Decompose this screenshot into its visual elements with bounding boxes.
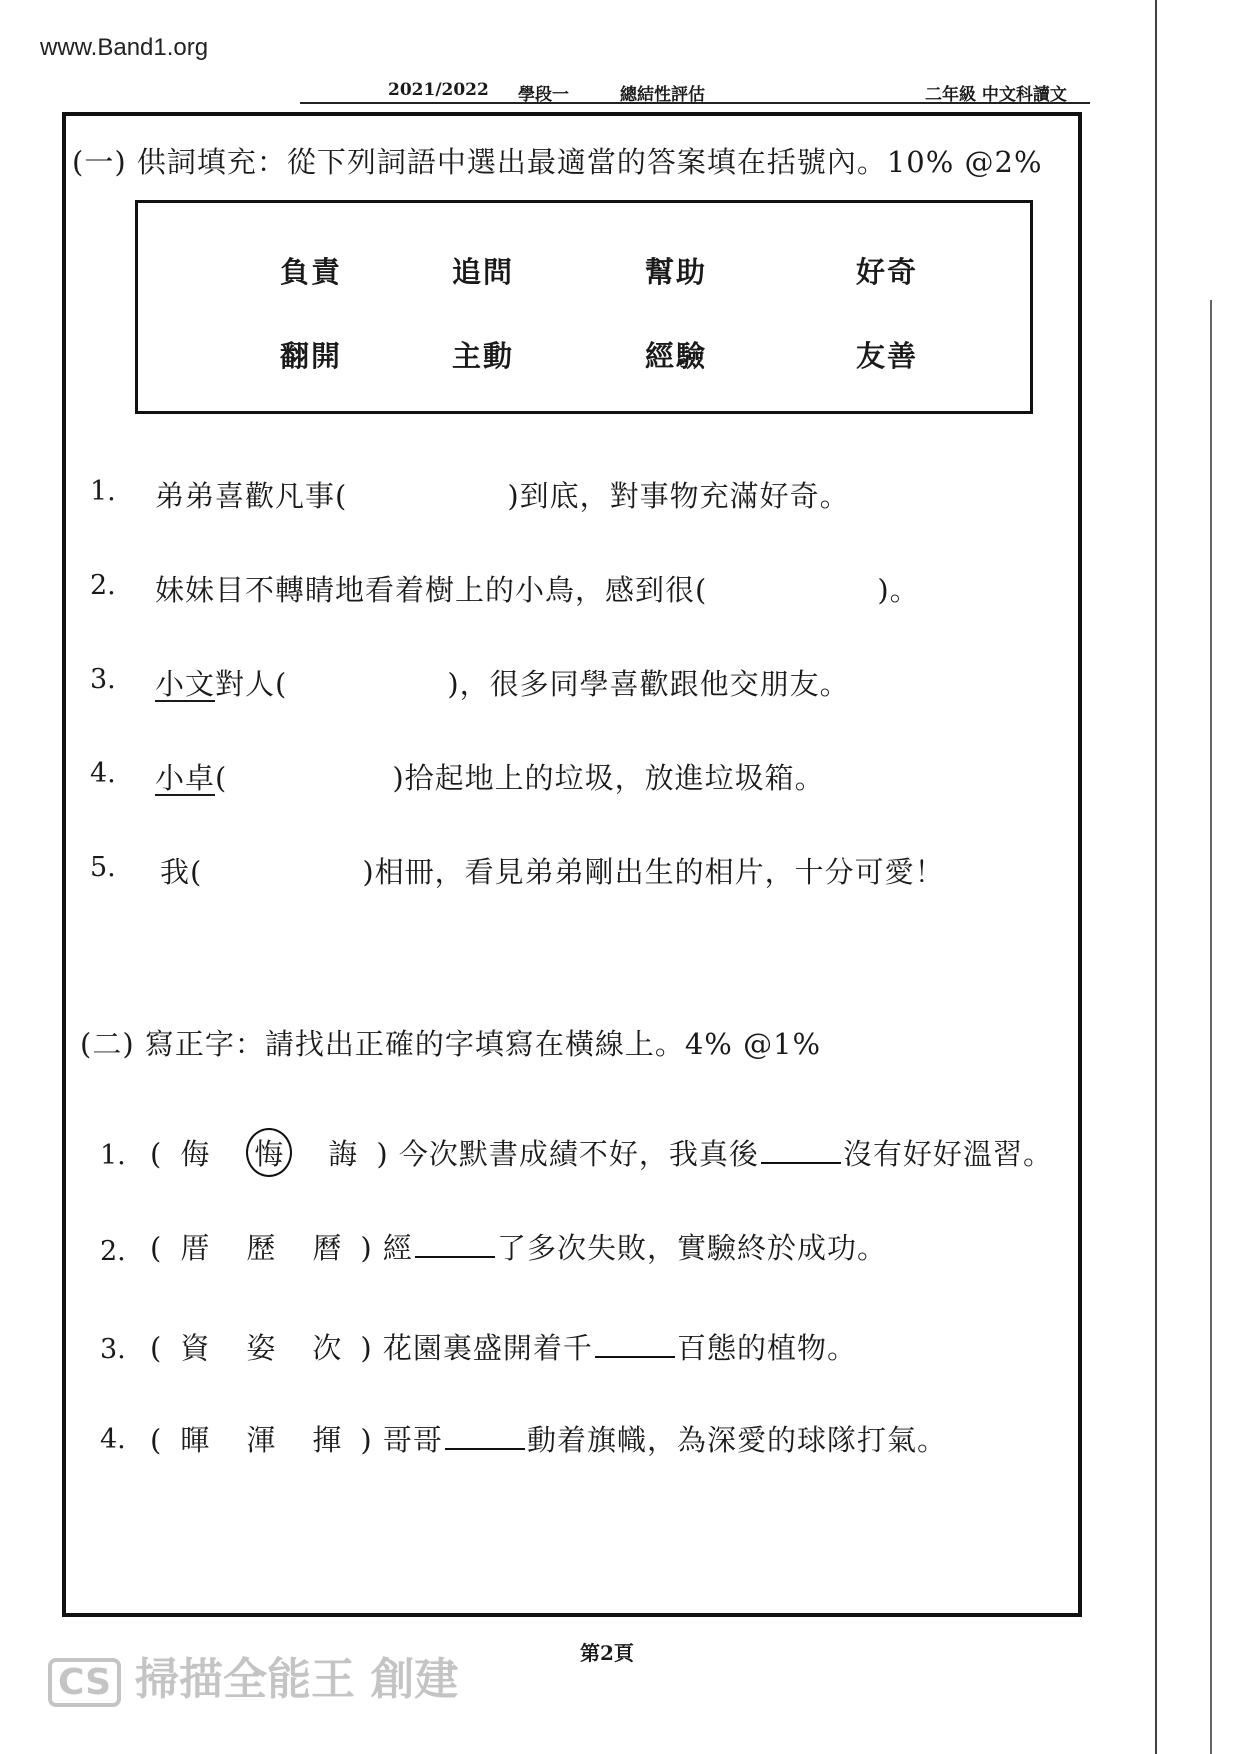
person-name: 小文 — [155, 667, 216, 701]
question-text: 弟弟喜歡凡事( — [155, 479, 348, 513]
word-choice-question — [150, 1418, 947, 1459]
word-choice-question — [150, 1128, 1053, 1177]
page-edge-line — [1155, 0, 1157, 1754]
close-paren: ) — [360, 1231, 373, 1265]
header-grade-subject: 二年級 中文科讀文 — [925, 85, 1067, 105]
question-text: 花園裏盛開着千 — [382, 1331, 593, 1365]
question-number: 5. — [90, 852, 116, 883]
fill-question — [155, 474, 850, 515]
scanner-watermark — [48, 1643, 458, 1707]
site-url: www.Band1.org — [40, 34, 209, 61]
person-name: 小卓 — [155, 761, 216, 795]
word-bank-item: 翻開 — [280, 339, 343, 373]
question-text: 經 — [382, 1231, 413, 1265]
question-number: 2. — [90, 570, 116, 601]
header-assessment: 總結性評估 — [620, 85, 705, 105]
open-paren: ( — [150, 1137, 163, 1171]
word-bank-item: 主動 — [452, 339, 515, 373]
close-paren: ) — [360, 1331, 373, 1365]
question-number: 2. — [100, 1236, 126, 1267]
question-text: )到底，對事物充滿好奇。 — [507, 479, 850, 513]
word-bank-box — [135, 200, 1033, 414]
character-option[interactable]: 誨 — [328, 1137, 359, 1171]
question-text: 我( — [160, 855, 203, 889]
character-option-circled[interactable]: 悔 — [246, 1128, 292, 1177]
word-choice-question — [150, 1326, 857, 1367]
question-text: )，很多同學喜歡跟他交朋友。 — [447, 667, 850, 701]
question-text: 對人( — [215, 667, 288, 701]
character-option[interactable]: 侮 — [180, 1137, 211, 1171]
question-text: 了多次失敗，實驗終於成功。 — [496, 1231, 887, 1265]
page-number: 第2頁 — [580, 1641, 634, 1665]
scanner-logo-icon: CS — [48, 1658, 121, 1707]
question-text: 妹妹目不轉睛地看着樹上的小鳥，感到很( — [155, 573, 708, 607]
question-number: 1. — [90, 476, 116, 507]
section1-title: (一) 供詞填充：從下列詞語中選出最適當的答案填在括號內。10% @2% — [72, 145, 1043, 179]
answer-line[interactable] — [415, 1252, 495, 1258]
word-bank-item: 好奇 — [856, 255, 919, 289]
header-term: 學段一 — [518, 85, 569, 105]
fill-question — [160, 850, 945, 891]
fill-question — [155, 756, 825, 797]
character-option[interactable]: 暉 — [180, 1423, 211, 1457]
close-paren: ) — [376, 1137, 389, 1171]
word-bank-item: 追問 — [452, 255, 515, 289]
question-text: )相冊，看見弟弟剛出生的相片，十分可愛！ — [362, 855, 945, 889]
character-option[interactable]: 資 — [180, 1331, 211, 1365]
section2-title: (二) 寫正字：請找出正確的字填寫在橫線上。4% @1% — [80, 1027, 822, 1061]
question-text: 動着旗幟，為深愛的球隊打氣。 — [526, 1423, 947, 1457]
question-number: 4. — [90, 758, 116, 789]
open-paren: ( — [150, 1331, 163, 1365]
character-option[interactable]: 曆 — [312, 1231, 343, 1265]
header-year: 2021/2022 — [388, 80, 489, 100]
character-option[interactable]: 次 — [312, 1331, 343, 1365]
question-text: 百態的植物。 — [676, 1331, 857, 1365]
page-edge-line — [1210, 300, 1212, 1754]
word-bank-item: 負責 — [280, 255, 343, 289]
answer-line[interactable] — [595, 1352, 675, 1358]
question-number: 1. — [100, 1140, 126, 1171]
word-choice-question — [150, 1226, 887, 1267]
question-number: 4. — [100, 1424, 126, 1455]
open-paren: ( — [150, 1423, 163, 1457]
question-text: )。 — [877, 573, 920, 607]
character-option[interactable]: 揮 — [312, 1423, 343, 1457]
word-bank-item: 經驗 — [645, 339, 708, 373]
character-option[interactable]: 厝 — [180, 1231, 211, 1265]
word-bank-item: 友善 — [856, 339, 919, 373]
question-text: 哥哥 — [382, 1423, 443, 1457]
open-paren: ( — [150, 1231, 163, 1265]
question-text: 沒有好好溫習。 — [842, 1137, 1053, 1171]
answer-line[interactable] — [761, 1158, 841, 1164]
question-text: 今次默書成績不好，我真後 — [398, 1137, 759, 1171]
watermark-text: 掃描全能王 創建 — [135, 1654, 459, 1705]
character-option[interactable]: 歷 — [246, 1231, 277, 1265]
word-bank-item: 幫助 — [645, 255, 708, 289]
answer-line[interactable] — [445, 1444, 525, 1450]
close-paren: ) — [360, 1423, 373, 1457]
fill-question — [155, 568, 920, 609]
question-text: )拾起地上的垃圾，放進垃圾箱。 — [392, 761, 825, 795]
question-text: ( — [215, 761, 228, 795]
fill-question — [155, 662, 850, 703]
question-number: 3. — [90, 664, 116, 695]
character-option[interactable]: 渾 — [246, 1423, 277, 1457]
question-number: 3. — [100, 1334, 126, 1365]
character-option[interactable]: 姿 — [246, 1331, 277, 1365]
